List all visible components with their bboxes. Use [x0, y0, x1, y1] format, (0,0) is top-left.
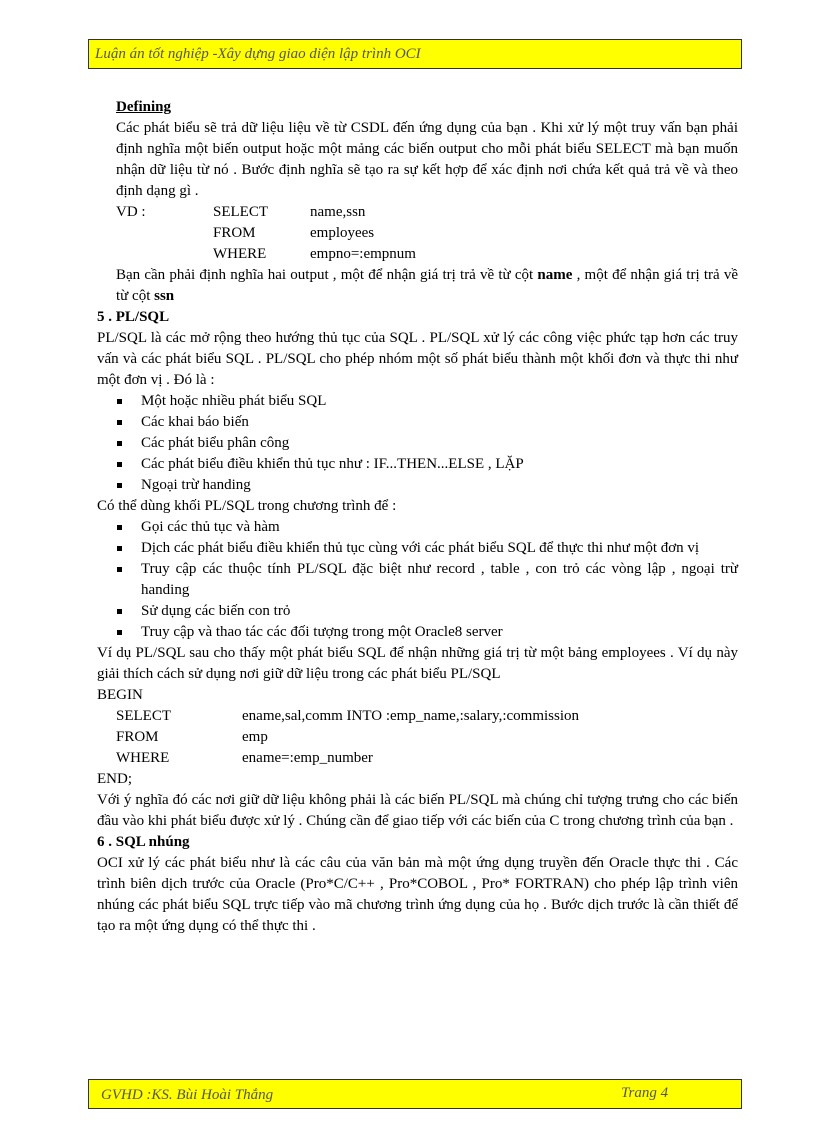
vd-label: VD : — [116, 204, 146, 220]
defining-code-line-2 — [0, 223, 816, 244]
embedded-sql-heading: 6 . SQL nhúng — [97, 834, 190, 850]
defining-code-line-3 — [0, 244, 816, 265]
code-value: emp — [242, 729, 268, 745]
bullet-icon — [117, 609, 122, 614]
bullet-icon — [117, 483, 122, 488]
code-keyword: FROM — [213, 225, 256, 241]
bullet-icon — [117, 546, 122, 551]
column-ssn: ssn — [154, 288, 175, 304]
list-item-text: Sử dụng các biến con trỏ — [141, 603, 291, 619]
list-item-text: Các phát biểu điều khiển thủ tục như : IF...THEN...ELSE , LẶP — [141, 456, 524, 472]
plsql-heading: 5 . PL/SQL — [97, 309, 170, 325]
code-value: ename=:emp_number — [242, 750, 373, 766]
bullet-icon — [117, 630, 122, 635]
plsql-intro: PL/SQL là các mở rộng theo hướng thủ tục của SQL . PL/SQL xử lý các công việc phức tạp hơn các truy vấn và các phát biểu SQL . PL/SQL cho phép nhóm một số phát biểu thành một khối đơn và thực thi như một đơn vị . Đó là : — [97, 330, 738, 388]
list-item — [0, 391, 738, 412]
code-keyword: FROM — [116, 729, 159, 745]
list-item-text: Các phát biểu phân công — [141, 435, 290, 451]
defining-code-line-1 — [0, 202, 816, 223]
code-end — [0, 769, 816, 790]
bullet-icon — [117, 462, 122, 467]
footer-advisor: GVHD :KS. Bùi Hoài Thắng — [101, 1087, 274, 1103]
list-item — [0, 517, 738, 538]
list-item-text: Một hoặc nhiều phát biểu SQL — [141, 393, 327, 409]
plsql-example-intro: Ví dụ PL/SQL sau cho thấy một phát biểu SQL để nhận những giá trị từ một bảng employees . Ví dụ này giải thích cách sử dụng nơi giữ dữ liệu trong các phát biểu PL/SQL — [97, 645, 738, 682]
header-title: Luận án tốt nghiệp -Xây dựng giao diện lập trình OCI — [95, 46, 421, 62]
code-keyword: END; — [97, 771, 132, 787]
bullet-icon — [117, 567, 122, 572]
plsql-code-line-3 — [0, 748, 816, 769]
page-header — [88, 39, 742, 69]
bullet-icon — [117, 420, 122, 425]
list-item-text: Dịch các phát biểu điều khiển thủ tục cùng với các phát biểu SQL để thực thi như một đơn vị — [141, 540, 700, 556]
bullet-icon — [117, 441, 122, 446]
list-item — [0, 475, 738, 496]
list-item-text: Các khai báo biến — [141, 414, 249, 430]
embedded-sql-paragraph: OCI xử lý các phát biểu như là các câu của văn bản mà một ứng dụng truyền đến Oracle thực thi . Các trình biên dịch trước của Oracle (Pro*C/C++ , Pro*COBOL , Pro* FORTRAN) cho phép lập trình viên nhúng các phát biểu SQL trực tiếp vào mã chương trình ứng dụng của họ . Bước dịch trước là cần thiết để tạo ra một ứng dụng có thể thực thi . — [97, 855, 738, 934]
list-item-text: Gọi các thủ tục và hàm — [141, 519, 280, 535]
list-item-text: Ngoại trừ handing — [141, 477, 251, 493]
list-item — [0, 559, 738, 601]
page-number: Trang 4 — [621, 1085, 669, 1101]
list-item-text: Truy cập và thao tác các đối tượng trong một Oracle8 server — [141, 624, 503, 640]
code-keyword: SELECT — [116, 708, 171, 724]
code-begin — [0, 685, 816, 706]
list-item-text: Truy cập các thuộc tính PL/SQL đặc biệt như record , table , con trỏ các vòng lập , ngoại trừ handing — [141, 561, 738, 598]
code-keyword: WHERE — [116, 750, 170, 766]
plsql-uses-lead: Có thể dùng khối PL/SQL trong chương trình để : — [97, 498, 397, 514]
list-item — [0, 538, 738, 559]
list-item — [0, 622, 738, 643]
plsql-uses-list — [0, 517, 816, 643]
defining-paragraph: Các phát biểu sẽ trả dữ liệu liệu về từ CSDL đến ứng dụng của bạn . Khi xử lý một truy vấn bạn phải định nghĩa một biến output hoặc một mảng các biến output cho mỗi phát biểu SELECT mà bạn muốn nhận dữ liệu từ nó . Bước định nghĩa sẽ tạo ra sự kết hợp để xác định nơi chứa kết quả trả về và theo định dạng gì . — [116, 120, 738, 199]
plsql-contents-list — [0, 391, 816, 496]
page-footer — [88, 1079, 742, 1109]
outputs-text-2: , một để nhận giá trị trả về từ cột — [116, 267, 738, 304]
defining-outputs-paragraph — [0, 265, 738, 307]
code-keyword: WHERE — [213, 246, 267, 262]
code-keyword: SELECT — [213, 204, 268, 220]
list-item — [0, 412, 738, 433]
list-item — [0, 433, 738, 454]
bullet-icon — [117, 525, 122, 530]
defining-heading: Defining — [116, 99, 172, 115]
outputs-text-1: Bạn cần phải định nghĩa hai output , một để nhận giá trị trả về từ cột — [116, 267, 538, 283]
code-value: ename,sal,comm INTO :emp_name,:salary,:commission — [242, 708, 580, 724]
code-value: employees — [310, 225, 375, 241]
plsql-after-paragraph: Với ý nghĩa đó các nơi giữ dữ liệu không phải là các biến PL/SQL mà chúng chỉ tượng trưng cho các biến đầu vào khi phát biểu được xử lý . Chúng cần để giao tiếp với các biến của C trong chương trình của bạn . — [97, 792, 738, 829]
code-value: empno=:empnum — [310, 246, 416, 262]
code-keyword: BEGIN — [97, 687, 143, 703]
bullet-icon — [117, 399, 122, 404]
list-item — [0, 601, 738, 622]
document-body — [0, 97, 816, 937]
plsql-code-line-2 — [0, 727, 816, 748]
column-name: name — [537, 267, 573, 283]
plsql-code-line-1 — [0, 706, 816, 727]
list-item — [0, 454, 738, 475]
code-value: name,ssn — [310, 204, 366, 220]
